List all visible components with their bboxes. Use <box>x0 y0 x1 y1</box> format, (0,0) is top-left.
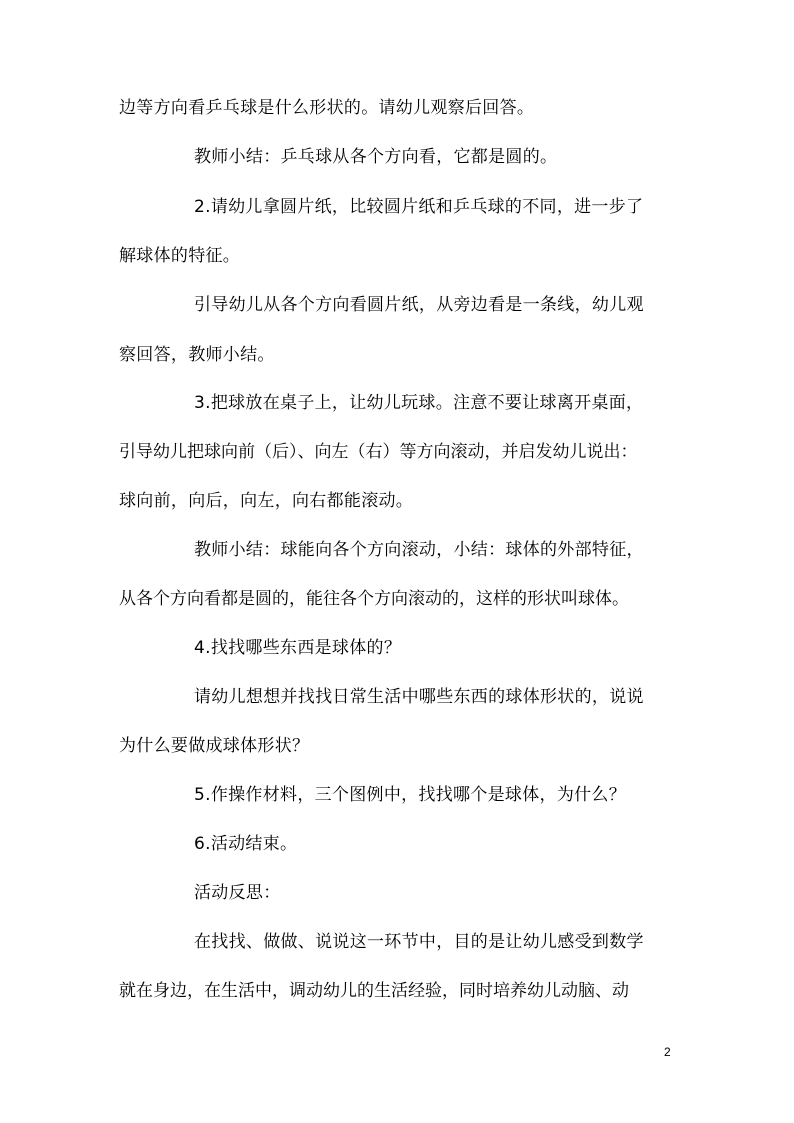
text-line-2: 教师小结：乒乓球从各个方向看，它都是圆的。 <box>194 147 558 167</box>
text-line-14: 为什么要做成球体形状？ <box>119 736 310 756</box>
text-line-17: 活动反思： <box>194 883 281 903</box>
text-line-8: 引导幼儿把球向前（后）、向左（右）等方向滚动，并启发幼儿说出： <box>119 442 638 462</box>
text-line-6: 察回答，教师小结。 <box>119 345 275 365</box>
text-line-15: 5.作操作材料，三个图例中，找找哪个是球体，为什么？ <box>194 785 627 805</box>
text-line-11: 从各个方向看都是圆的，能往各个方向滚动的，这样的形状叫球体。 <box>119 589 629 609</box>
text-line-1: 边等方向看乒乓球是什么形状的。请幼儿观察后回答。 <box>119 98 535 118</box>
text-line-5: 引导幼儿从各个方向看圆片纸，从旁边看是一条线，幼儿观 <box>194 295 644 315</box>
text-line-7: 3.把球放在桌子上，让幼儿玩球。注意不要让球离开桌面， <box>194 393 644 413</box>
text-line-3: 2.请幼儿拿圆片纸，比较圆片纸和乒乓球的不同，进一步了 <box>194 197 644 217</box>
text-line-16: 6.活动结束。 <box>194 834 298 854</box>
text-line-19: 就在身边，在生活中，调动幼儿的生活经验，同时培养幼儿动脑、动 <box>119 981 629 1001</box>
text-line-4: 解球体的特征。 <box>119 246 241 266</box>
text-line-18: 在找找、做做、说说这一环节中，目的是让幼儿感受到数学 <box>194 932 644 952</box>
page-number: 2 <box>664 1045 671 1059</box>
text-line-9: 球向前，向后，向左，向右都能滚动。 <box>119 491 414 511</box>
text-line-12: 4.找找哪些东西是球体的？ <box>194 638 402 658</box>
text-line-13: 请幼儿想想并找找日常生活中哪些东西的球体形状的，说说 <box>194 687 644 707</box>
text-line-10: 教师小结：球能向各个方向滚动，小结：球体的外部特征， <box>194 540 644 560</box>
